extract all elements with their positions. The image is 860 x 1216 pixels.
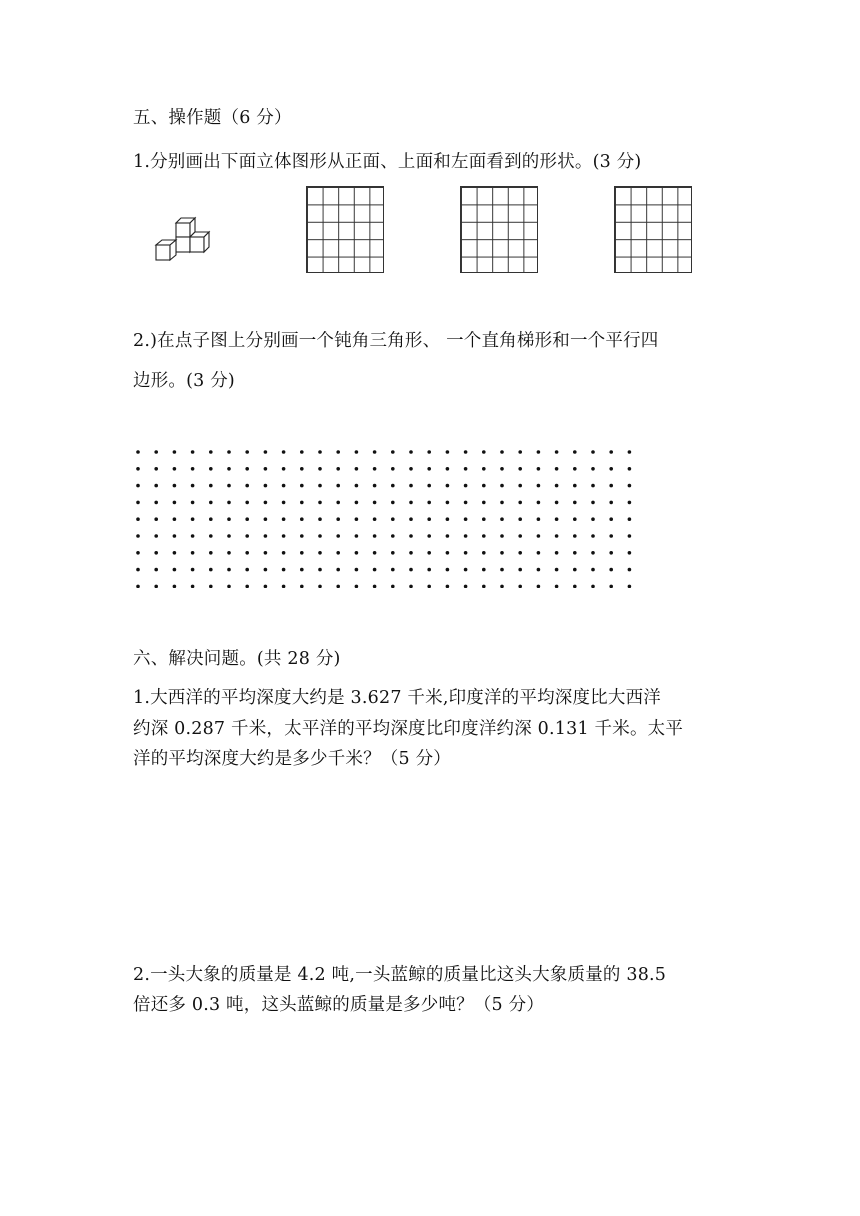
grid-dot: [500, 467, 504, 471]
grid-dot: [318, 517, 322, 521]
grid-dot: [518, 534, 522, 538]
grid-dot: [573, 484, 577, 488]
grid-dot: [336, 450, 340, 454]
grid-dot: [173, 585, 177, 588]
grid-dot: [136, 450, 140, 454]
grid-dot: [591, 585, 595, 588]
grid-dot: [500, 568, 504, 572]
grid-dot: [191, 484, 195, 488]
grid-dot: [227, 568, 231, 572]
grid-dot: [227, 551, 231, 555]
grid-dot: [555, 551, 559, 555]
grid-dot: [446, 517, 450, 521]
grid-dot: [518, 450, 522, 454]
grid-dot: [573, 585, 577, 588]
grid-dot: [264, 568, 268, 572]
grid-dot: [500, 501, 504, 505]
question-5-2-line-1: 2.)在点子图上分别画一个钝角三角形、 一个直角梯形和一个平行四: [133, 331, 659, 351]
grid-dot: [209, 467, 213, 471]
grid-dot: [609, 534, 613, 538]
grid-dot: [318, 534, 322, 538]
grid-dot: [336, 568, 340, 572]
grid-dot: [427, 585, 431, 588]
grid-dot: [555, 534, 559, 538]
grid-dot: [609, 551, 613, 555]
grid-dot: [409, 551, 413, 555]
grid-dot: [209, 551, 213, 555]
grid-dot: [609, 585, 613, 588]
grid-left-view[interactable]: [614, 186, 692, 273]
grid-dot: [628, 585, 632, 588]
grid-dot: [391, 501, 395, 505]
grid-dot: [409, 517, 413, 521]
grid-dot: [482, 450, 486, 454]
grid-dot: [500, 517, 504, 521]
grid-dot: [591, 551, 595, 555]
grid-dot: [336, 517, 340, 521]
grid-dot: [518, 585, 522, 588]
grid-dot: [373, 484, 377, 488]
grid-dot: [191, 501, 195, 505]
grid-dot: [427, 534, 431, 538]
grid-dot: [209, 568, 213, 572]
grid-dot: [173, 450, 177, 454]
grid-dot: [446, 467, 450, 471]
grid-dot: [427, 551, 431, 555]
grid-dot: [209, 534, 213, 538]
grid-dot: [173, 534, 177, 538]
grid-dot: [318, 585, 322, 588]
grid-dot: [446, 450, 450, 454]
grid-dot: [154, 501, 158, 505]
grid-dot: [373, 585, 377, 588]
grid-dot: [318, 551, 322, 555]
grid-dot: [136, 501, 140, 505]
grid-dot: [409, 568, 413, 572]
grid-dot: [427, 484, 431, 488]
grid-dot: [573, 534, 577, 538]
grid-dot: [355, 585, 359, 588]
grid-dot: [628, 484, 632, 488]
dot-grid[interactable]: [132, 446, 644, 588]
question-6-1-line-3: 洋的平均深度大约是多少千米？（5 分）: [133, 749, 451, 769]
grid-dot: [245, 551, 249, 555]
grid-dot: [609, 501, 613, 505]
grid-dot: [628, 450, 632, 454]
grid-dot: [154, 585, 158, 588]
grid-dot: [282, 501, 286, 505]
grid-dot: [282, 568, 286, 572]
grid-dot: [518, 568, 522, 572]
grid-dot: [154, 467, 158, 471]
grid-dot: [373, 501, 377, 505]
grid-dot: [446, 568, 450, 572]
grid-dot: [464, 467, 468, 471]
grid-dot: [154, 534, 158, 538]
grid-dot: [300, 501, 304, 505]
grid-dot: [282, 467, 286, 471]
grid-dot: [482, 501, 486, 505]
grid-dot: [300, 585, 304, 588]
grid-dot: [427, 568, 431, 572]
grid-dot: [173, 501, 177, 505]
grid-dot: [391, 517, 395, 521]
grid-dot: [355, 568, 359, 572]
grid-dot: [245, 450, 249, 454]
grid-dot: [609, 467, 613, 471]
grid-dot: [555, 501, 559, 505]
grid-dot: [391, 585, 395, 588]
grid-dot: [355, 534, 359, 538]
grid-dot: [191, 450, 195, 454]
grid-dot: [318, 450, 322, 454]
grid-dot: [282, 517, 286, 521]
grid-dot: [282, 484, 286, 488]
grid-dot: [391, 467, 395, 471]
grid-dot: [373, 467, 377, 471]
grid-dot: [573, 568, 577, 572]
grid-dot: [518, 517, 522, 521]
grid-dot: [227, 484, 231, 488]
grid-dot: [227, 517, 231, 521]
grid-dot: [537, 501, 541, 505]
grid-dot: [427, 501, 431, 505]
grid-dot: [336, 467, 340, 471]
question-6-1-line-1: 1.大西洋的平均深度大约是 3.627 千米,印度洋的平均深度比大西洋: [133, 688, 661, 708]
grid-dot: [355, 450, 359, 454]
grid-dot: [573, 517, 577, 521]
grid-dot: [227, 501, 231, 505]
grid-dot: [409, 467, 413, 471]
grid-dot: [609, 568, 613, 572]
grid-dot: [591, 501, 595, 505]
grid-dot: [318, 484, 322, 488]
grid-dot: [245, 517, 249, 521]
grid-dot: [282, 585, 286, 588]
grid-dot: [591, 517, 595, 521]
grid-dot: [373, 551, 377, 555]
grid-top-view[interactable]: [460, 186, 538, 273]
grid-dot: [591, 450, 595, 454]
grid-dot: [191, 517, 195, 521]
grid-dot: [573, 450, 577, 454]
grid-dot: [464, 517, 468, 521]
grid-dot: [191, 467, 195, 471]
grid-dot: [300, 450, 304, 454]
grid-dot: [464, 551, 468, 555]
grid-dot: [191, 534, 195, 538]
grid-dot: [573, 551, 577, 555]
grid-dot: [264, 534, 268, 538]
grid-dot: [154, 450, 158, 454]
grid-dot: [482, 467, 486, 471]
section-6-title: 六、解决问题。(共 28 分): [133, 649, 341, 669]
grid-dot: [427, 517, 431, 521]
grid-dot: [464, 534, 468, 538]
grid-dot: [500, 551, 504, 555]
grid-dot: [154, 568, 158, 572]
grid-dot: [427, 467, 431, 471]
grid-dot: [555, 484, 559, 488]
grid-dot: [173, 568, 177, 572]
grid-dot: [518, 484, 522, 488]
grid-dot: [173, 484, 177, 488]
grid-dot: [446, 585, 450, 588]
grid-dot: [227, 585, 231, 588]
grid-dot: [482, 551, 486, 555]
grid-dot: [591, 568, 595, 572]
grid-dot: [464, 585, 468, 588]
grid-dot: [373, 450, 377, 454]
section-5-title: 五、操作题（6 分）: [133, 108, 292, 128]
grid-dot: [555, 585, 559, 588]
grid-dot: [282, 450, 286, 454]
grid-dot: [264, 501, 268, 505]
grid-dot: [264, 467, 268, 471]
grid-dot: [318, 501, 322, 505]
grid-dot: [482, 534, 486, 538]
grid-dot: [446, 501, 450, 505]
grid-dot: [264, 450, 268, 454]
grid-dot: [264, 551, 268, 555]
grid-dot: [300, 484, 304, 488]
grid-dot: [300, 568, 304, 572]
grid-dot: [628, 534, 632, 538]
grid-dot: [409, 484, 413, 488]
grid-dot: [391, 568, 395, 572]
grid-dot: [537, 551, 541, 555]
grid-dot: [136, 517, 140, 521]
grid-dot: [518, 467, 522, 471]
grid-dot: [136, 568, 140, 572]
grid-dot: [518, 551, 522, 555]
question-5-1: 1.分别画出下面立体图形从正面、上面和左面看到的形状。(3 分): [133, 152, 642, 172]
grid-dot: [446, 534, 450, 538]
grid-dot: [336, 501, 340, 505]
grid-dot: [264, 585, 268, 588]
grid-dot: [300, 534, 304, 538]
grid-dot: [409, 534, 413, 538]
question-5-2-line-2: 边形。(3 分): [133, 371, 235, 391]
grid-dot: [355, 484, 359, 488]
grid-dot: [482, 484, 486, 488]
grid-dot: [609, 484, 613, 488]
grid-dot: [464, 484, 468, 488]
grid-dot: [446, 551, 450, 555]
grid-dot: [573, 501, 577, 505]
grid-dot: [191, 568, 195, 572]
grid-front-view[interactable]: [306, 186, 384, 273]
grid-dot: [391, 450, 395, 454]
grid-dot: [518, 501, 522, 505]
question-6-1-line-2: 约深 0.287 千米，太平洋的平均深度比印度洋约深 0.131 千米。太平: [133, 719, 684, 739]
grid-dot: [191, 585, 195, 588]
grid-dot: [227, 467, 231, 471]
grid-dot: [500, 534, 504, 538]
grid-dot: [464, 501, 468, 505]
grid-dot: [537, 534, 541, 538]
grid-dot: [373, 568, 377, 572]
grid-dot: [409, 501, 413, 505]
grid-dot: [136, 551, 140, 555]
grid-dot: [336, 484, 340, 488]
grid-dot: [245, 501, 249, 505]
grid-dot: [427, 450, 431, 454]
grid-dot: [409, 450, 413, 454]
question-6-2-line-2: 倍还多 0.3 吨，这头蓝鲸的质量是多少吨？（5 分）: [133, 995, 545, 1015]
grid-dot: [537, 467, 541, 471]
grid-dot: [136, 585, 140, 588]
grid-dot: [264, 517, 268, 521]
grid-dot: [245, 467, 249, 471]
grid-dot: [482, 585, 486, 588]
grid-dot: [282, 551, 286, 555]
grid-dot: [482, 517, 486, 521]
grid-dot: [555, 450, 559, 454]
grid-dot: [209, 517, 213, 521]
grid-dot: [136, 534, 140, 538]
grid-dot: [482, 568, 486, 572]
grid-dot: [355, 517, 359, 521]
grid-dot: [245, 484, 249, 488]
grid-dot: [628, 467, 632, 471]
grid-dot: [355, 467, 359, 471]
grid-dot: [409, 585, 413, 588]
grid-dot: [609, 450, 613, 454]
grid-dot: [173, 467, 177, 471]
grid-dot: [136, 484, 140, 488]
grid-dot: [628, 517, 632, 521]
grid-dot: [464, 568, 468, 572]
grid-dot: [282, 534, 286, 538]
grid-dot: [209, 484, 213, 488]
grid-dot: [245, 568, 249, 572]
grid-dot: [628, 551, 632, 555]
grid-dot: [628, 501, 632, 505]
grid-dot: [500, 484, 504, 488]
grid-dot: [227, 450, 231, 454]
grid-dot: [154, 551, 158, 555]
grid-dot: [573, 467, 577, 471]
isometric-cubes-icon: [150, 213, 214, 265]
grid-dot: [209, 450, 213, 454]
grid-dot: [500, 450, 504, 454]
grid-dot: [391, 534, 395, 538]
grid-dot: [318, 568, 322, 572]
grid-dot: [537, 517, 541, 521]
grid-dot: [591, 534, 595, 538]
grid-dot: [373, 534, 377, 538]
grid-dot: [209, 501, 213, 505]
grid-dot: [264, 484, 268, 488]
grid-dot: [336, 551, 340, 555]
grid-dot: [300, 517, 304, 521]
grid-dot: [446, 484, 450, 488]
grid-dot: [355, 501, 359, 505]
grid-dot: [500, 585, 504, 588]
grid-dot: [609, 517, 613, 521]
question-6-2-line-1: 2.一头大象的质量是 4.2 吨,一头蓝鲸的质量比这头大象质量的 38.5: [133, 965, 667, 985]
grid-dot: [537, 450, 541, 454]
grid-dot: [336, 534, 340, 538]
grid-dot: [355, 551, 359, 555]
grid-dot: [191, 551, 195, 555]
grid-dot: [555, 568, 559, 572]
grid-dot: [209, 585, 213, 588]
grid-dot: [537, 484, 541, 488]
grid-dot: [154, 517, 158, 521]
grid-dot: [391, 484, 395, 488]
grid-dot: [245, 534, 249, 538]
grid-dot: [318, 467, 322, 471]
grid-dot: [173, 517, 177, 521]
grid-dot: [245, 585, 249, 588]
grid-dot: [537, 568, 541, 572]
grid-dot: [464, 450, 468, 454]
grid-dot: [591, 484, 595, 488]
grid-dot: [154, 484, 158, 488]
grid-dot: [300, 467, 304, 471]
grid-dot: [173, 551, 177, 555]
grid-dot: [537, 585, 541, 588]
grid-dot: [136, 467, 140, 471]
grid-dot: [591, 467, 595, 471]
grid-dot: [391, 551, 395, 555]
grid-dot: [300, 551, 304, 555]
grid-dot: [227, 534, 231, 538]
grid-dot: [373, 517, 377, 521]
grid-dot: [628, 568, 632, 572]
grid-dot: [555, 467, 559, 471]
grid-dot: [555, 517, 559, 521]
grid-dot: [336, 585, 340, 588]
